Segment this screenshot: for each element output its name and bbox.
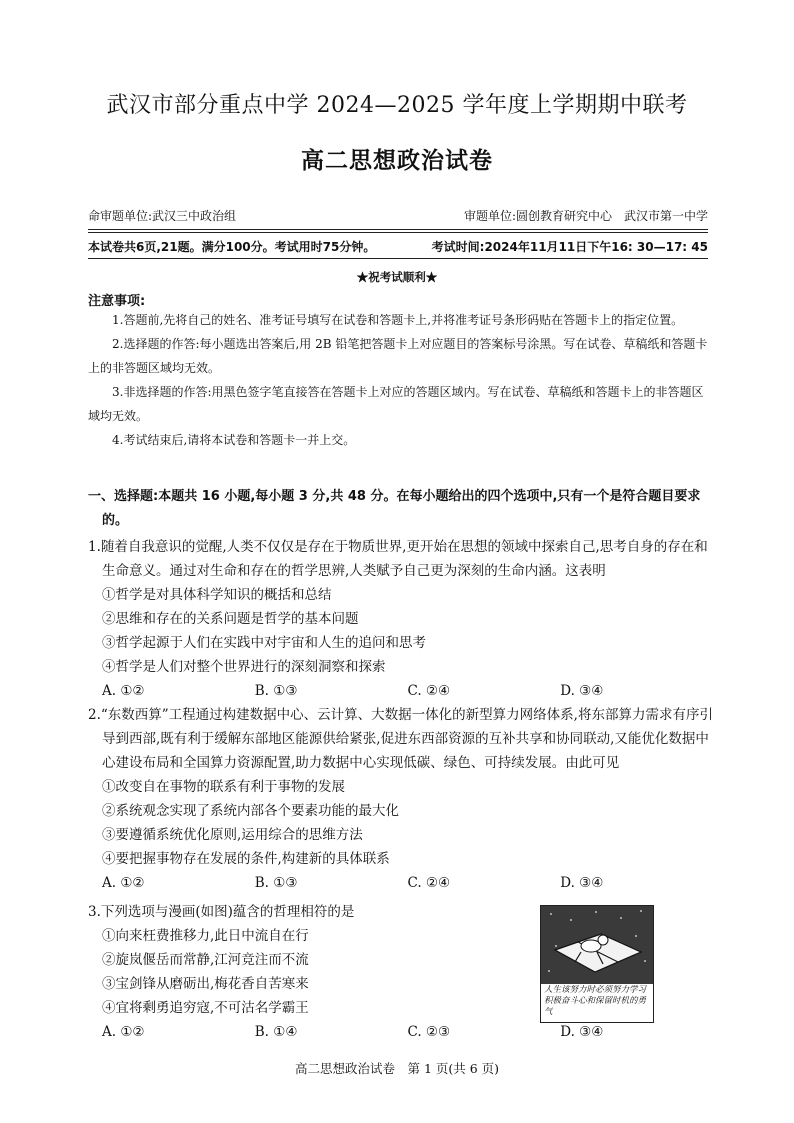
choice-b: B. ①③ [254, 875, 298, 891]
notice-item: 3.非选择题的作答:用黑色签字笔直接答在答题卡上对应的答题区域内。写在试卷、草稿纸和答题卡上的非答题区域均无效。 [88, 385, 704, 423]
notice-list [88, 308, 708, 452]
choice-c: C. ②③ [407, 1024, 451, 1040]
statement-option: ②思维和存在的关系问题是哲学的基本问题 [102, 611, 359, 627]
answer-choices [88, 679, 713, 703]
good-luck-line: ★祝考试顺利★ [356, 270, 438, 284]
section-heading [88, 485, 713, 533]
question-stem: 1.随着自我意识的觉醒,人类不仅仅是存在于物质世界,更开始在思想的领域中探索自己,思考自身的存在和生命意义。通过对生命和存在的哲学思辨,人类赋予自己更为深刻的生命内涵。这表明 [88, 539, 708, 579]
choice-c: C. ②④ [407, 683, 451, 699]
cartoon-caption: 人生该努力时必须努力学习积极奋斗心和保留时机的勇气 [544, 985, 647, 1017]
paper-title: 高二思想政治试卷 [301, 148, 493, 174]
choice-d: D. ③④ [560, 875, 604, 891]
statement-option: ①改变自在事物的联系有利于事物的发展 [102, 779, 345, 795]
statement-option: ②旋岚偃岳而常静,江河竞注而不流 [102, 952, 309, 968]
answer-choices [88, 871, 713, 895]
choice-d: D. ③④ [560, 1024, 604, 1040]
proposer-unit: 命审题单位:武汉三中政治组 [88, 209, 237, 223]
statement-option: ③宝剑锋从磨砺出,梅花香自苦寒来 [102, 976, 309, 992]
statement-option: ④要把握事物存在发展的条件,构建新的具体联系 [102, 851, 390, 867]
paper-info: 本试卷共6页,21题。满分100分。考试用时75分钟。 [88, 240, 376, 254]
exam-title: 武汉市部分重点中学 2024—2025 学年度上学期期中联考 [106, 93, 688, 118]
notice-item: 1.答题前,先将自己的姓名、准考证号填写在试卷和答题卡上,并将准考证号条形码贴在答题卡上的指定位置。 [112, 313, 684, 327]
cartoon-illustration [541, 906, 653, 1022]
choice-a: A. ①② [102, 683, 145, 699]
choice-d: D. ③④ [560, 683, 604, 699]
question-stem: 2.“东数西算”工程通过构建数据中心、云计算、大数据一体化的新型算力网络体系,将东部算力需求有序引导到西部,既有利于缓解东部地区能源供给紧张,促进东西部资源的互补共享和协同联动,又能优化数据中心建设布局和全国算力资源配置,助力数据中心实现低碳、绿色、可持续发展。由此可见 [88, 707, 713, 771]
notice-item: 2.选择题的作答:每小题选出答案后,用 2B 铅笔把答题卡上对应题目的答案标号涂黑。写在试卷、草稿纸和答题卡上的非答题区域均无效。 [88, 337, 708, 375]
statement-option: ④哲学是人们对整个世界进行的深刻洞察和探索 [102, 659, 386, 675]
reviewer-unit: 审题单位:圆创教育研究中心 武汉市第一中学 [463, 209, 708, 223]
exam-time: 考试时间:2024年11月11日下午16: 30—17: 45 [431, 240, 708, 254]
statement-option: ③要遵循系统优化原则,运用综合的思维方法 [102, 827, 363, 843]
cartoon-image [540, 905, 654, 1023]
divider-top-2 [88, 232, 708, 233]
question-1 [88, 535, 713, 703]
section-title: 一、选择题:本题共 16 小题,每小题 3 分,共 48 分。在每小题给出的四个选项中,只有一个是符合题目要求的。 [88, 489, 701, 528]
page-footer: 高二思想政治试卷 第 1 页(共 6 页) [294, 1061, 500, 1076]
statement-option: ①向来枉费推移力,此日中流自在行 [102, 928, 309, 944]
choice-c: C. ②④ [407, 875, 451, 891]
choice-b: B. ①③ [254, 683, 298, 699]
question-stem: 3.下列选项与漫画(如图)蕴含的哲理相符的是 [88, 904, 355, 920]
statement-option: ③哲学起源于人们在实践中对宇宙和人生的追问和思考 [102, 635, 426, 651]
choice-a: A. ①② [102, 875, 145, 891]
divider-top [88, 229, 708, 230]
choice-b: B. ①④ [254, 1024, 298, 1040]
question-3 [88, 900, 533, 1020]
statement-option: ②系统观念实现了系统内部各个要素功能的最大化 [102, 803, 399, 819]
notice-heading: 注意事项: [88, 294, 146, 309]
choice-a: A. ①② [102, 1024, 145, 1040]
question-2 [88, 703, 713, 895]
proposer-row [88, 207, 708, 224]
notice-item: 4.考试结束后,请将本试卷和答题卡一并上交。 [112, 433, 356, 447]
statement-option: ①哲学是对具体科学知识的概括和总结 [102, 587, 332, 603]
divider-bottom [88, 258, 708, 259]
statement-option: ④宜将剩勇追穷寇,不可沽名学霸王 [102, 1000, 309, 1016]
paper-info-row [88, 238, 708, 255]
